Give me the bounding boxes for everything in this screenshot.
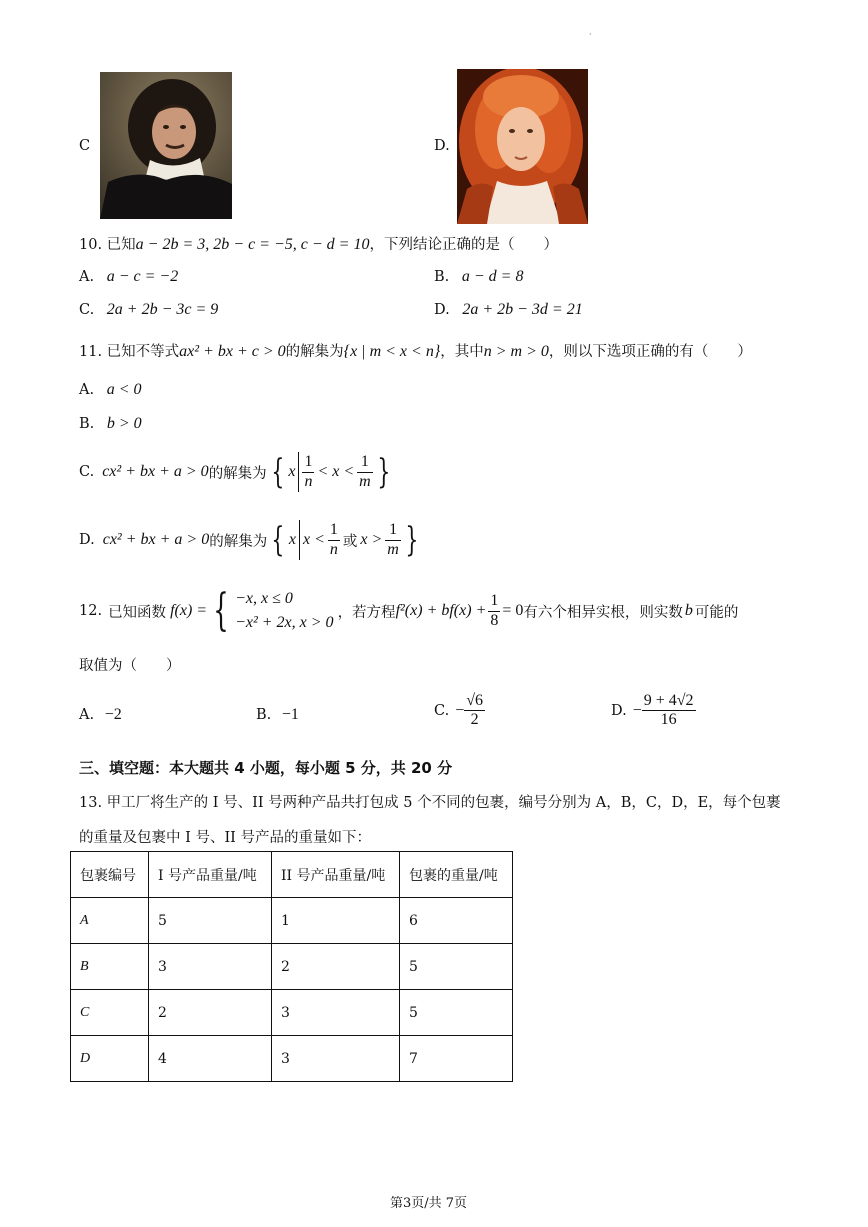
fraction-denominator: n xyxy=(304,472,313,490)
table-cell: 3 xyxy=(272,990,400,1036)
fraction-numerator: √6 xyxy=(464,692,485,711)
fraction-numerator: 1 xyxy=(328,521,340,540)
page-footer: 第3页/共 7页 xyxy=(390,1196,468,1211)
q10-option-b-text: a − d = 8 xyxy=(461,268,524,285)
fraction-1-over-n xyxy=(302,453,314,491)
q11-option-d xyxy=(79,520,422,560)
q12-option-a-label: A. xyxy=(79,707,95,723)
table-header-cell: 包裹的重量/吨 xyxy=(400,852,513,898)
q12-option-d-minus: − xyxy=(632,701,642,719)
q11-option-d-mid: 的解集为 xyxy=(209,533,268,550)
fraction-denominator: m xyxy=(387,540,399,558)
piecewise-brace: { xyxy=(213,585,229,636)
q11-option-d-label: D. xyxy=(79,532,95,548)
fraction-denominator: 16 xyxy=(660,711,677,729)
fraction-numerator: 9 + 4√2 xyxy=(642,692,696,711)
corner-dot: · xyxy=(589,30,592,39)
q11-option-d-expr: cx² + bx + a > 0 xyxy=(102,531,210,548)
q11-option-d-or: 或 xyxy=(342,533,358,550)
q11-option-a-label: A. xyxy=(79,382,95,398)
fraction-denominator: 2 xyxy=(470,711,479,729)
q11-lead: 已知不等式 xyxy=(106,344,180,360)
portrait-descartes-image xyxy=(100,72,232,219)
q10-option-b-label: B. xyxy=(434,269,450,285)
q13-line1: 13. 甲工厂将生产的 I 号、II 号两种产品共打包成 5 个不同的包裹，编号分别为 A，B，C，D，E，每个包裹 xyxy=(79,795,781,811)
table-cell: 2 xyxy=(149,990,272,1036)
q12-line2: 取值为（ ） xyxy=(79,658,181,674)
set-var-x: x xyxy=(288,531,296,548)
option-c-label: C xyxy=(79,138,91,154)
q10-stem xyxy=(79,233,558,254)
q12-function-name: f(x) = xyxy=(170,602,208,619)
fraction-1-over-8 xyxy=(488,592,500,630)
q10-tail: ，下列结论正确的是（ ） xyxy=(369,237,558,253)
q11-option-d-x-lt: x < xyxy=(302,531,325,548)
table-cell: 3 xyxy=(272,1036,400,1082)
q12-option-d-label: D. xyxy=(611,702,627,719)
piecewise-row-1: −x, x ≤ 0 xyxy=(235,590,293,607)
fraction-1-over-m xyxy=(357,453,373,491)
q11-option-d-x-gt: x > xyxy=(360,531,383,548)
q11-option-b xyxy=(79,415,142,433)
q11-option-a-text: a < 0 xyxy=(106,381,142,398)
table-cell: 1 xyxy=(272,898,400,944)
q11-option-b-label: B. xyxy=(79,416,95,432)
q11-tail: ，则以下选项正确的有（ ） xyxy=(548,344,752,360)
set-divider xyxy=(298,452,299,492)
q12-var-b: b xyxy=(684,602,693,619)
fraction-numerator: 1 xyxy=(357,453,373,472)
set-open-brace: { xyxy=(271,452,284,492)
q11-inequality: ax² + bx + c > 0 xyxy=(179,343,286,360)
q10-lead: 已知 xyxy=(106,237,136,253)
q12-stem xyxy=(79,587,738,635)
q10-option-c-label: C. xyxy=(79,302,95,318)
fraction-denominator: m xyxy=(359,472,371,490)
q11-solution-set: {x | m < x < n} xyxy=(343,343,441,360)
set-close-brace: } xyxy=(405,520,419,560)
table-cell: C xyxy=(71,990,149,1036)
fraction-denominator: 8 xyxy=(490,611,499,629)
fraction-numerator: 1 xyxy=(385,521,401,540)
q12-option-a xyxy=(79,706,122,724)
table-row xyxy=(71,990,513,1036)
q10-option-d-text: 2a + 2b − 3d = 21 xyxy=(462,301,583,318)
q11-option-c-expr: cx² + bx + a > 0 xyxy=(102,463,209,480)
table-row xyxy=(71,1036,513,1082)
q11-option-c xyxy=(79,452,394,492)
set-var-x: x xyxy=(288,463,296,480)
table-row xyxy=(71,944,513,990)
q12-option-b-text: −1 xyxy=(281,706,299,723)
package-weight-table xyxy=(70,851,513,1082)
table-cell: D xyxy=(71,1036,149,1082)
table-cell: 5 xyxy=(400,990,513,1036)
table-cell: 5 xyxy=(149,898,272,944)
table-cell: 5 xyxy=(400,944,513,990)
q11-stem xyxy=(79,340,752,361)
table-cell: B xyxy=(71,944,149,990)
fraction-1-over-m xyxy=(385,521,401,559)
fraction-option-d xyxy=(642,692,696,730)
table-cell: 4 xyxy=(149,1036,272,1082)
table-header-cell: II 号产品重量/吨 xyxy=(272,852,400,898)
q12-option-a-text: −2 xyxy=(104,706,122,723)
q11-option-b-text: b > 0 xyxy=(106,415,142,432)
q12-tail2: 可能的 xyxy=(694,604,739,621)
table-cell: 7 xyxy=(400,1036,513,1082)
q10-number: 10. xyxy=(79,237,103,253)
q10-option-d-label: D. xyxy=(434,302,450,318)
q12-option-d xyxy=(611,692,696,730)
q10-given: a − 2b = 3, 2b − c = −5, c − d = 10 xyxy=(135,236,370,253)
q11-condition: n > m > 0 xyxy=(483,343,549,360)
q11-option-a xyxy=(79,381,142,399)
q12-option-b-label: B. xyxy=(256,707,272,723)
fraction-1-over-n xyxy=(328,521,340,559)
fraction-numerator: 1 xyxy=(488,592,500,611)
q12-option-c-label: C. xyxy=(434,702,450,719)
q12-option-b xyxy=(256,706,299,724)
q12-option-c xyxy=(434,692,485,730)
q10-option-a-text: a − c = −2 xyxy=(106,268,179,285)
q13-line2: 的重量及包裹中 I 号、II 号产品的重量如下： xyxy=(79,830,372,846)
q10-option-a-label: A. xyxy=(79,269,95,285)
q12-lead: 已知函数 xyxy=(108,604,167,621)
q11-number: 11. xyxy=(79,344,103,360)
q11-option-c-lt: < x < xyxy=(317,463,355,480)
q11-mid: 的解集为 xyxy=(285,344,344,360)
q12-tail: 有六个相异实根，则实数 xyxy=(523,604,683,621)
q10-option-a xyxy=(79,268,178,286)
fraction-numerator: 1 xyxy=(302,453,314,472)
table-row xyxy=(71,898,513,944)
set-open-brace: { xyxy=(271,520,285,560)
table-header-row xyxy=(71,852,513,898)
q12-mid: ，若方程 xyxy=(337,604,396,621)
piecewise-rows xyxy=(235,587,334,635)
table-cell: 6 xyxy=(400,898,513,944)
option-d-label: D. xyxy=(434,138,450,154)
piecewise-row-2: −x² + 2x, x > 0 xyxy=(235,614,334,631)
q12-equation-tail: = 0 xyxy=(502,602,524,619)
q10-option-b xyxy=(434,268,523,286)
q11-option-c-mid: 的解集为 xyxy=(208,465,267,482)
table-cell: 3 xyxy=(149,944,272,990)
q10-option-d xyxy=(434,301,583,319)
q12-option-c-minus: − xyxy=(455,701,465,719)
q12-number: 12. xyxy=(79,603,103,619)
table-cell: 2 xyxy=(272,944,400,990)
q10-option-c-text: 2a + 2b − 3c = 9 xyxy=(106,301,219,318)
set-divider xyxy=(299,520,300,560)
section-heading-fill-in: 三、填空题：本大题共 4 小题，每小题 5 分，共 20 分 xyxy=(79,759,453,777)
piecewise-function xyxy=(207,587,334,635)
q11-where-lead: ，其中 xyxy=(440,344,484,360)
q10-option-c xyxy=(79,301,218,319)
q11-option-c-label: C. xyxy=(79,464,95,480)
fraction-denominator: n xyxy=(329,540,338,558)
portrait-newton-image xyxy=(457,69,588,224)
table-header-cell: 包裹编号 xyxy=(71,852,149,898)
table-header-cell: I 号产品重量/吨 xyxy=(149,852,272,898)
fraction-sqrt6-over-2 xyxy=(464,692,485,730)
q12-equation: f²(x) + bf(x) + xyxy=(395,602,487,619)
set-close-brace: } xyxy=(377,452,391,492)
table-cell: A xyxy=(71,898,149,944)
